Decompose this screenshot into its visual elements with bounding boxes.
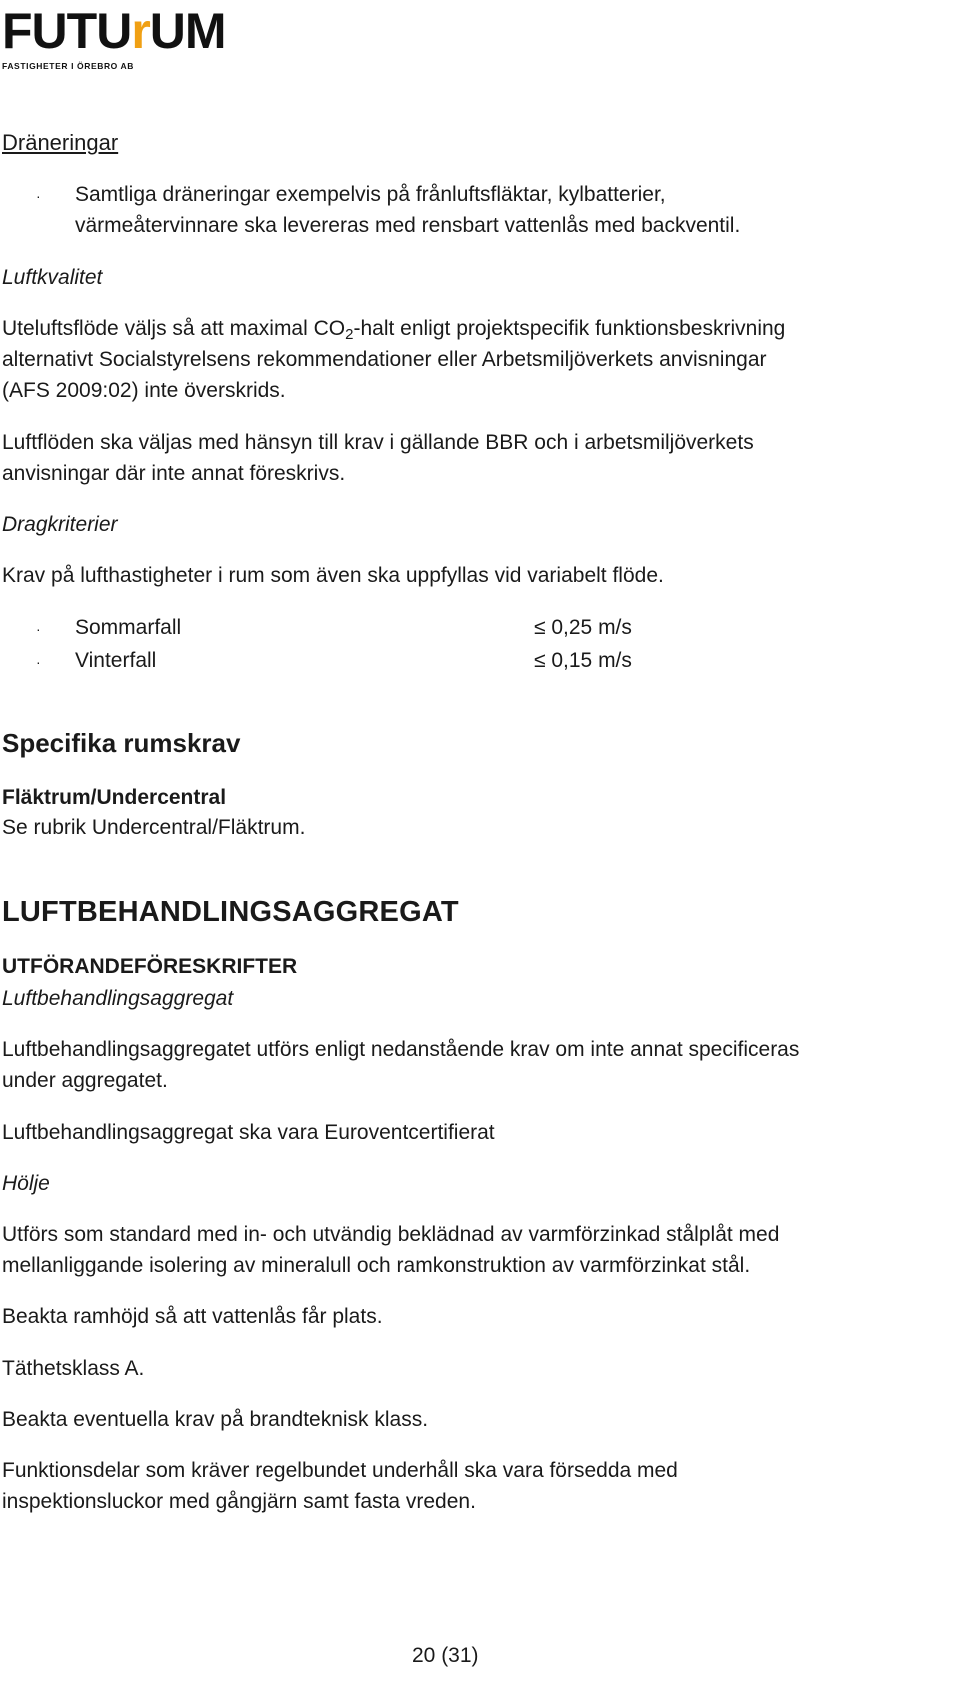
sommarfall-value: ≤ 0,25 m/s bbox=[534, 616, 632, 639]
futurum-logo bbox=[2, 2, 226, 74]
aggregat-italic-heading: Luftbehandlingsaggregat bbox=[2, 987, 234, 1010]
aggregat-p3-line2: mellanliggande isolering av mineralull och ramkonstruktion av varmförzinkat stål. bbox=[2, 1254, 751, 1277]
dragkriterier-intro: Krav på lufthastigheter i rum som även ska uppfyllas vid variabelt flöde. bbox=[2, 564, 664, 587]
vinterfall-value: ≤ 0,15 m/s bbox=[534, 649, 632, 672]
holje-heading: Hölje bbox=[2, 1172, 50, 1195]
utforandeforeskrifter-heading: UTFÖRANDEFÖRESKRIFTER bbox=[2, 955, 298, 978]
luftkvalitet-p1-line2: alternativt Socialstyrelsens rekommendationer eller Arbetsmiljöverkets anvisningar bbox=[2, 348, 767, 371]
draneringar-text-line1: Samtliga dräneringar exempelvis på frånluftsfläktar, kylbatterier, bbox=[75, 183, 666, 206]
aggregat-p5: Täthetsklass A. bbox=[2, 1357, 145, 1380]
aggregat-p1-line1: Luftbehandlingsaggregatet utförs enligt nedanstående krav om inte annat specificeras bbox=[2, 1038, 800, 1061]
luftkvalitet-p1-line3: (AFS 2009:02) inte överskrids. bbox=[2, 379, 286, 402]
co2-subscript: 2 bbox=[345, 326, 354, 343]
bullet-dot: · bbox=[36, 621, 41, 637]
logo-text-right: UM bbox=[149, 3, 226, 59]
aggregat-p7-line1: Funktionsdelar som kräver regelbundet underhåll ska vara försedda med bbox=[2, 1459, 678, 1482]
logo-text-left: FUTU bbox=[2, 3, 132, 59]
luftkvalitet-p2-line2: anvisningar där inte annat föreskrivs. bbox=[2, 462, 346, 485]
bullet-dot: · bbox=[36, 654, 41, 670]
aggregat-p3-line1: Utförs som standard med in- och utvändig beklädnad av varmförzinkad stålplåt med bbox=[2, 1223, 780, 1246]
dragkriterier-heading: Dragkriterier bbox=[2, 513, 118, 536]
co2-text: Uteluftsflöde väljs så att maximal CO bbox=[2, 317, 346, 340]
luftbehandlingsaggregat-heading: LUFTBEHANDLINGSAGGREGAT bbox=[2, 896, 459, 928]
page-number: 20 (31) bbox=[412, 1644, 479, 1667]
vinterfall-label: Vinterfall bbox=[75, 649, 157, 672]
flaktrum-text: Se rubrik Undercentral/Fläktrum. bbox=[2, 816, 306, 839]
draneringar-text-line2: värmeåtervinnare ska levereras med rensbart vattenlås med backventil. bbox=[75, 214, 741, 237]
aggregat-p4: Beakta ramhöjd så att vattenlås får plats. bbox=[2, 1305, 383, 1328]
aggregat-p6: Beakta eventuella krav på brandteknisk klass. bbox=[2, 1408, 429, 1431]
luftkvalitet-heading: Luftkvalitet bbox=[2, 266, 103, 289]
logo-tagline: FASTIGHETER I ÖREBRO AB bbox=[2, 61, 135, 71]
logo-text-accent: r bbox=[131, 3, 150, 59]
bullet-dot: · bbox=[36, 188, 41, 204]
luftkvalitet-p1-line1 bbox=[2, 316, 785, 342]
aggregat-p7-line2: inspektionsluckor med gångjärn samt fasta vreden. bbox=[2, 1490, 476, 1513]
flaktrum-heading: Fläktrum/Undercentral bbox=[2, 786, 227, 809]
luftkvalitet-p2-line1: Luftflöden ska väljas med hänsyn till krav i gällande BBR och i arbetsmiljöverkets bbox=[2, 431, 754, 454]
co2-text-post: -halt enligt projektspecifik funktionsbeskrivning bbox=[353, 317, 786, 340]
aggregat-p2: Luftbehandlingsaggregat ska vara Euroventcertifierat bbox=[2, 1121, 495, 1144]
draneringar-heading: Dräneringar bbox=[2, 130, 119, 155]
logo-wordmark bbox=[2, 2, 226, 60]
specifika-rumskrav-heading: Specifika rumskrav bbox=[2, 728, 241, 758]
sommarfall-label: Sommarfall bbox=[75, 616, 182, 639]
aggregat-p1-line2: under aggregatet. bbox=[2, 1069, 168, 1092]
